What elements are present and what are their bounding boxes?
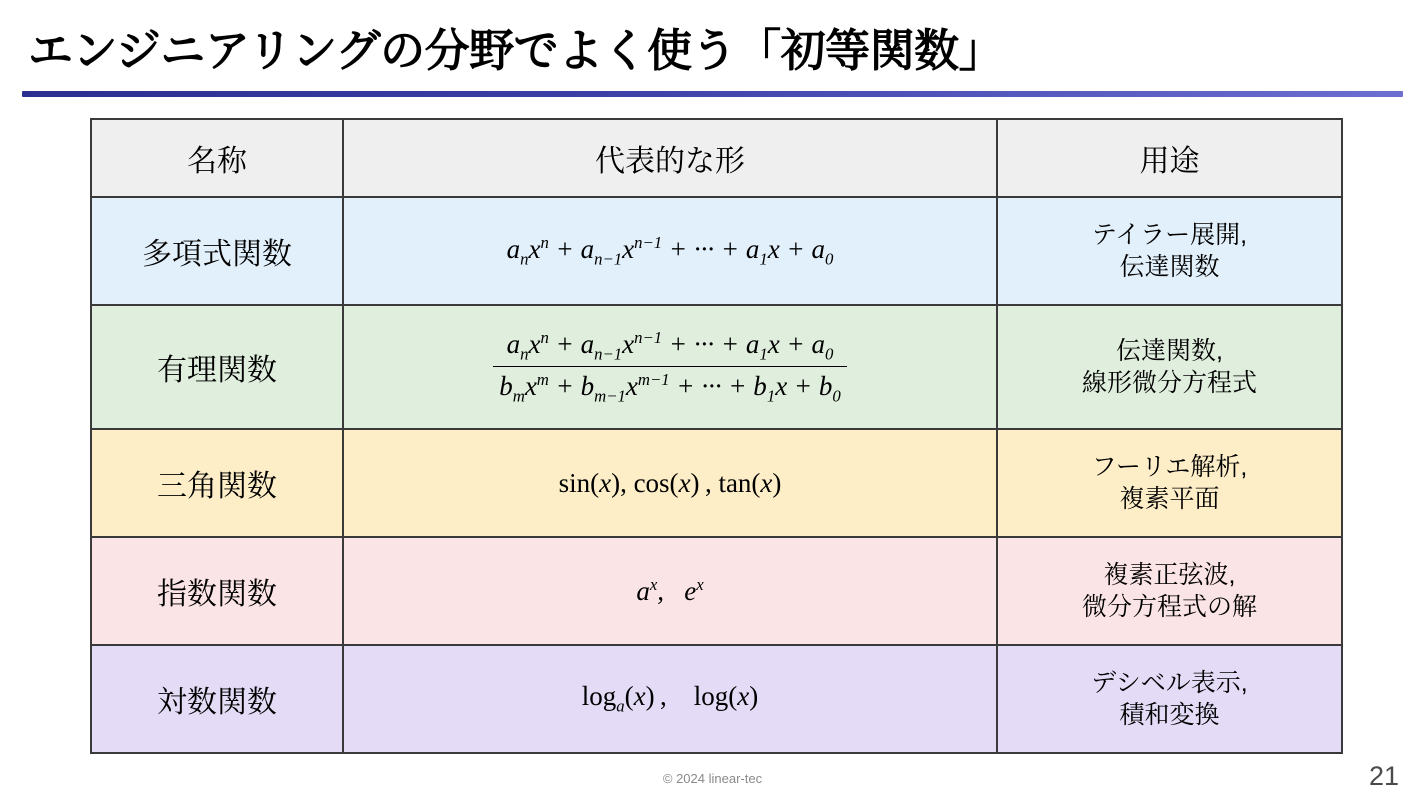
formula-logarithmic: $\log_a(x)$ , log(x) — [581, 681, 759, 716]
copyright-notice: © 2024 linear-tec — [662, 771, 763, 786]
use-line-2: 積和変換 — [1119, 701, 1220, 729]
cell-function-form — [343, 429, 997, 537]
cell-function-name: 多項式関数 — [91, 197, 343, 305]
use-line-1: 伝達関数, — [1116, 337, 1223, 365]
use-line-2: 微分方程式の解 — [1081, 593, 1257, 621]
cell-function-name: 指数関数 — [91, 537, 343, 645]
table-header-row — [91, 119, 1342, 197]
use-line-1: テイラー展開, — [1091, 221, 1248, 249]
page-title: エンジニアリングの分野でよく使う「初等関数」 — [28, 25, 1004, 76]
column-header-form: 代表的な形 — [343, 119, 997, 197]
column-header-name: 名称 — [91, 119, 343, 197]
formula-rational-numerator: $a_nx^n + a_{n-1}x^{n-1}$ + ··· + $a_1x + a_0$ — [493, 328, 847, 367]
cell-function-name: 対数関数 — [91, 645, 343, 753]
page-number: 21 — [1368, 761, 1399, 791]
table-row — [91, 197, 1342, 305]
formula-exponential: $a^x$, $e^x$ — [636, 575, 704, 606]
cell-function-use — [997, 197, 1342, 305]
cell-function-form — [343, 537, 997, 645]
table-body — [91, 197, 1342, 753]
cell-function-form — [343, 305, 997, 429]
column-header-use: 用途 — [997, 119, 1342, 197]
cell-function-name: 三角関数 — [91, 429, 343, 537]
cell-function-use — [997, 537, 1342, 645]
table-row — [91, 429, 1342, 537]
formula-polynomial: $a_nx^n + a_{n-1}x^{n-1}$ + ··· + $a_1x + a_0$ — [506, 232, 834, 269]
table-header — [91, 119, 1342, 197]
formula-rational-denominator: $b_mx^m + b_{m-1}x^{m-1}$ + ··· + $b_1x + b_0$ — [499, 370, 841, 406]
table-row — [91, 305, 1342, 429]
cell-function-use — [997, 645, 1342, 753]
cell-function-use — [997, 429, 1342, 537]
cell-function-form — [343, 645, 997, 753]
use-line-2: 伝達関数 — [1119, 253, 1220, 281]
elementary-functions-table-wrapper — [90, 118, 1335, 754]
use-line-2: 線形微分方程式 — [1081, 369, 1257, 397]
cell-function-form — [343, 197, 997, 305]
table-row — [91, 645, 1342, 753]
use-line-1: フーリエ解析, — [1091, 453, 1248, 481]
elementary-functions-table — [90, 118, 1343, 754]
table-row — [91, 537, 1342, 645]
use-line-1: デシベル表示, — [1091, 669, 1248, 697]
cell-function-use — [997, 305, 1342, 429]
formula-rational — [493, 328, 847, 405]
use-line-2: 複素平面 — [1119, 485, 1220, 513]
cell-function-name: 有理関数 — [91, 305, 343, 429]
formula-trigonometric: sin(x), cos(x) , tan(x) — [558, 467, 782, 498]
title-underline-rule — [22, 91, 1403, 97]
use-line-1: 複素正弦波, — [1103, 561, 1236, 589]
